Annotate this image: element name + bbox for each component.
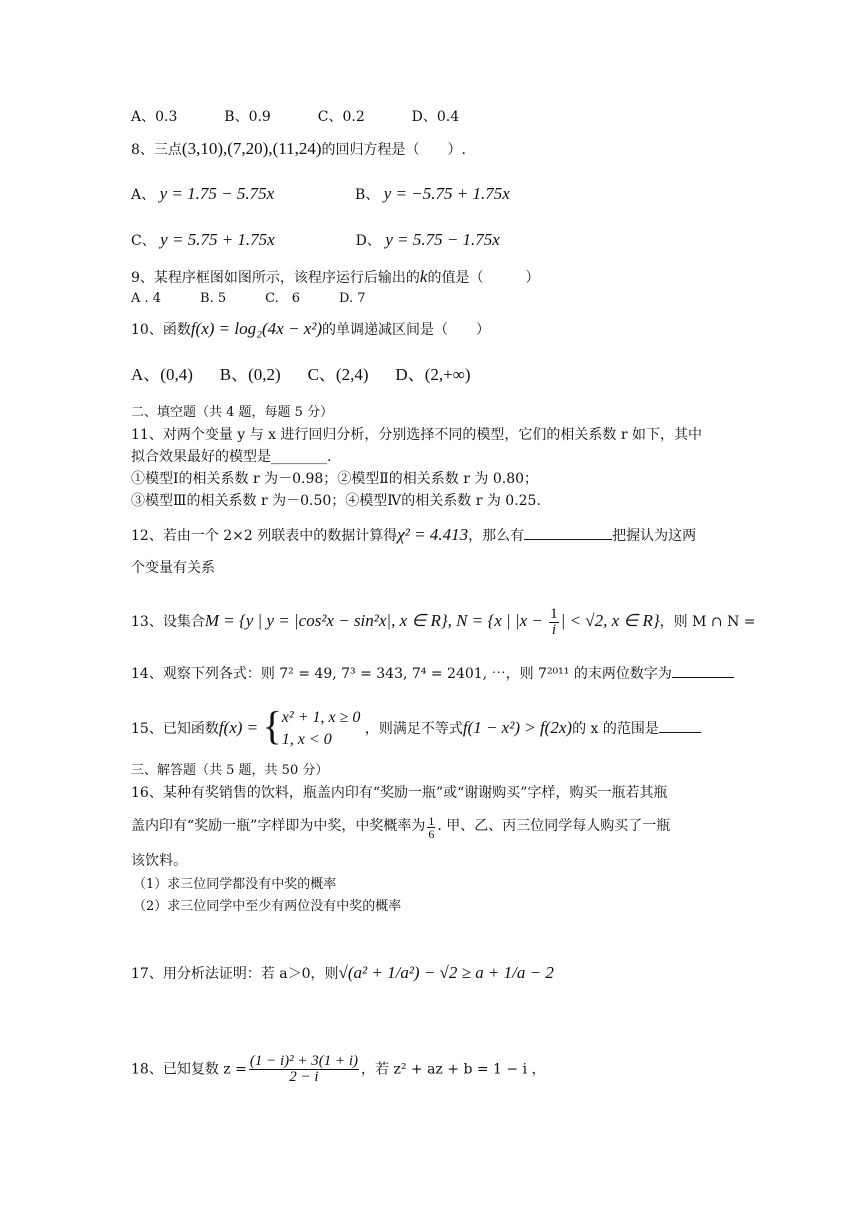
q11-line-2: 拟合效果最好的模型是________. bbox=[131, 449, 332, 465]
q18-stem: 18、已知复数 z = $\frac{\text{(1 − i)² + 3(1 + i)}}{2 - i}$ ，若 z² + az + b = 1 − i ， bbox=[131, 1053, 546, 1085]
q8-option-d: y = 5.75 − 1.75x bbox=[385, 230, 500, 249]
q18-complex-fraction: $\frac{\text{(1 − i)² + 3(1 + i)}}{2 - i}$ bbox=[249, 1053, 359, 1085]
q7-option-b: B、0.9 bbox=[224, 109, 271, 125]
q10-option-c: C、(2,4) bbox=[307, 365, 369, 384]
q10-stem: 10、函数f(x) = log₂(4x − x²)的单调递减区间是（ ） bbox=[131, 319, 491, 338]
q8-options-cd: C、 y = 5.75 + 1.75x D、 y = 5.75 − 1.75x bbox=[131, 230, 500, 249]
q11-line-1: 11、对两个变量 y 与 x 进行回归分析，分别选择不同的模型，它们的相关系数 r 如下，其中 bbox=[131, 427, 703, 443]
q8-points: (3,10),(7,20),(11,24) bbox=[181, 139, 322, 158]
q8-option-c: y = 5.75 + 1.75x bbox=[160, 230, 275, 249]
section-3-heading: 三、解答题（共 5 题，共 50 分） bbox=[131, 763, 329, 778]
q7-option-a: A、0.3 bbox=[131, 109, 178, 125]
q16-line-3: 该饮料。 bbox=[131, 853, 187, 869]
q12-line-2: 个变量有关系 bbox=[131, 560, 215, 576]
q11-line-3: ①模型Ⅰ的相关系数 r 为－0.98；②模型Ⅱ的相关系数 r 为 0.80； bbox=[131, 471, 539, 487]
q10-option-d: D、(2,+∞) bbox=[395, 365, 471, 384]
q7-option-c: C、0.2 bbox=[317, 109, 365, 125]
q8-stem: 8、三点(3,10),(7,20),(11,24)的回归方程是（ ）. bbox=[131, 139, 466, 158]
q11-line-4: ③模型Ⅲ的相关系数 r 为－0.50；④模型Ⅳ的相关系数 r 为 0.25. bbox=[131, 493, 541, 509]
q13-fraction: $\frac{1}{i}$ bbox=[550, 605, 558, 638]
q15-answer-blank bbox=[659, 718, 701, 733]
q8-option-a: y = 1.75 − 5.75x bbox=[159, 184, 275, 203]
q12-answer-blank bbox=[524, 525, 612, 540]
q12-chi-square: χ² = 4.413 bbox=[397, 525, 469, 544]
q15-stem: 15、已知函数f(x) = { x² + 1, x ≥ 0 1, x < 0 ，则满足不等式f(1 − x²) > f(2x)的 x 的范围是 bbox=[131, 705, 701, 751]
q10-option-b: B、(0,2) bbox=[219, 365, 281, 384]
q8-options-ab: A、 y = 1.75 − 5.75x B、 y = −5.75 + 1.75x bbox=[131, 184, 510, 203]
q9-stem: 9、某程序框图如图所示，该程序运行后输出的k的值是（ ） bbox=[131, 267, 540, 286]
q13-set-expression: M = {y | y = |cos²x − sin²x|, x ∈ R}, N = {x | |x − bbox=[204, 611, 548, 630]
q10-option-a: A、(0,4) bbox=[131, 365, 193, 384]
q16-sub-1: （1）求三位同学都没有中奖的概率 bbox=[133, 877, 337, 892]
q16-line-2: 盖内印有“奖励一瓶”字样即为中奖，中奖概率为 $\frac{1}{6}$ . 甲、乙、丙三位同学每人购买了一瓶 bbox=[131, 814, 671, 841]
q10-function: f(x) = log₂(4x − x²) bbox=[190, 319, 323, 338]
q10-options bbox=[131, 366, 470, 385]
q7-option-d: D、0.4 bbox=[411, 109, 460, 125]
q15-brace: { bbox=[262, 703, 282, 748]
q14-answer-blank bbox=[672, 663, 734, 678]
q7-options bbox=[131, 108, 459, 126]
q15-piecewise: x² + 1, x ≥ 0 1, x < 0 bbox=[281, 709, 361, 748]
q16-probability-fraction: $\frac{1}{6}$ bbox=[428, 814, 435, 841]
q12-line-1: 12、若由一个 2×2 列联表中的数据计算得χ² = 4.413，那么有 把握认为这两 bbox=[131, 525, 697, 544]
q17-expression: √(a² + 1/a²) − √2 ≥ a + 1/a − 2 bbox=[338, 963, 554, 982]
q17-stem: 17、用分析法证明：若 a＞0，则√(a² + 1/a²) − √2 ≥ a + 1/a − 2 bbox=[131, 963, 554, 982]
section-2-heading: 二、填空题（共 4 题，每题 5 分） bbox=[131, 405, 334, 420]
q14-stem: 14、观察下列各式：则 7² = 49, 7³ = 343, 7⁴ = 2401, ⋯，则 7²⁰¹¹ 的末两位数字为 bbox=[131, 663, 734, 683]
q9-options: A . 4 B. 5 C. 6 D. 7 bbox=[131, 291, 366, 306]
q16-line-1: 16、某种有奖销售的饮料，瓶盖内印有“奖励一瓶”或“谢谢购买”字样，购买一瓶若其瓶 bbox=[131, 785, 668, 801]
q15-inequality: f(1 − x²) > f(2x) bbox=[462, 718, 573, 737]
q13-stem: 13、设集合M = {y | y = |cos²x − sin²x|, x ∈ R}, N = {x | |x − $\frac{1}{i}$ | < √2, x ∈ R}，则 M ∩ N = bbox=[131, 605, 756, 638]
q16-sub-2: （2）求三位同学中至少有两位没有中奖的概率 bbox=[133, 899, 402, 914]
q8-option-b: y = −5.75 + 1.75x bbox=[383, 184, 510, 203]
